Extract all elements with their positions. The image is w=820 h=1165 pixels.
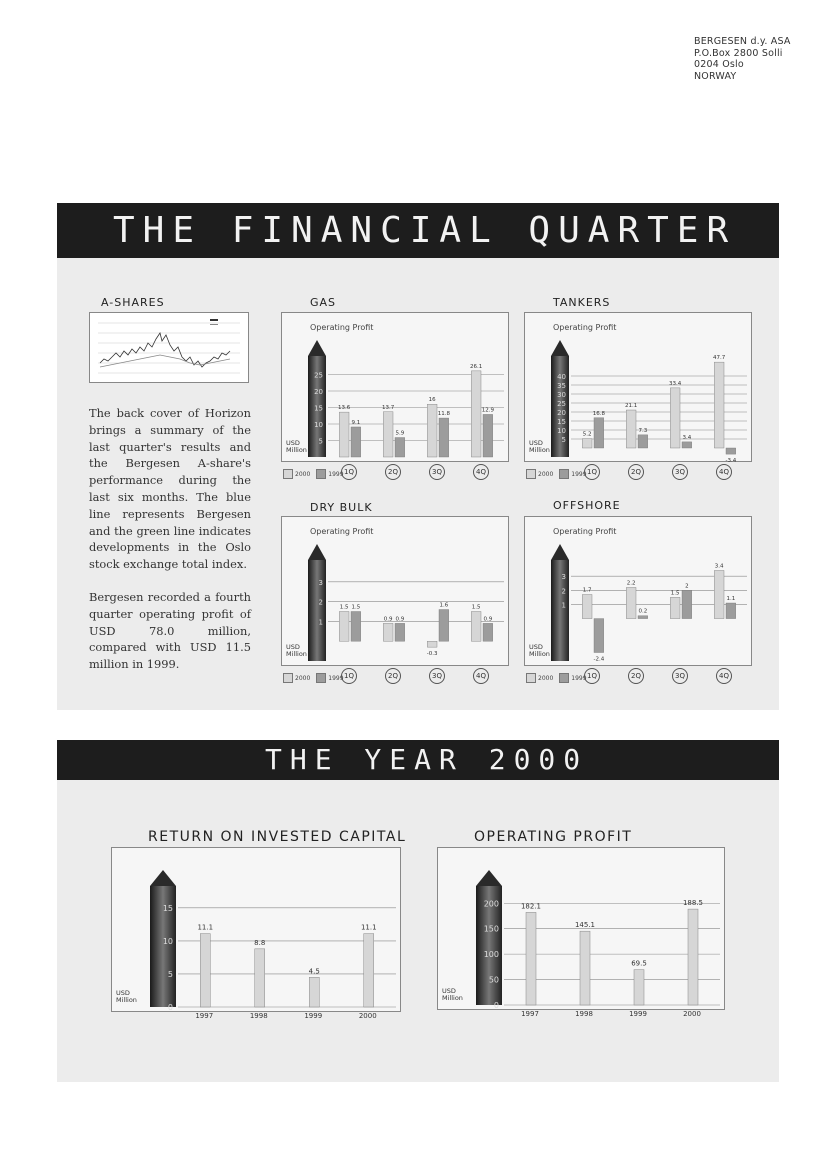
unit-label: Million — [529, 650, 550, 658]
legend-label: 2000 — [538, 674, 554, 682]
data-label: 16.8 — [592, 410, 605, 417]
legend-swatch — [559, 673, 569, 683]
unit-label: Million — [116, 996, 137, 1004]
company-address — [694, 36, 791, 82]
y-tick-label: 1 — [318, 618, 323, 627]
data-label: 26.1 — [470, 363, 483, 370]
quarter-label: 2Q — [628, 668, 644, 684]
offshore-svg — [525, 517, 751, 665]
y-tick-label: 40 — [557, 373, 566, 381]
bar — [483, 623, 493, 641]
bar — [726, 448, 736, 454]
quarter-label: 3Q — [429, 668, 445, 684]
bar — [582, 595, 592, 619]
roic-svg — [112, 848, 400, 1011]
roic-chart — [111, 847, 401, 1012]
data-label: 33.4 — [669, 380, 682, 387]
y-tick-label: 15 — [314, 404, 323, 413]
gas-legend — [283, 469, 350, 479]
quarter-label: 1Q — [341, 464, 357, 480]
unit-label: USD — [286, 643, 300, 651]
address-line: BERGESEN d.y. ASA — [694, 36, 791, 47]
y-tick-label: 35 — [557, 382, 566, 390]
y-tick-label: 100 — [483, 950, 499, 960]
quarter-label: 1Q — [341, 668, 357, 684]
quarter-label: 4Q — [473, 668, 489, 684]
opprofit-title: OPERATING PROFIT — [474, 829, 633, 845]
column-arrow-head — [308, 544, 326, 560]
operating-profit-label: Operating Profit — [553, 527, 617, 536]
drybulk-chart — [281, 516, 509, 666]
data-label: 3.4 — [714, 563, 724, 570]
bar — [471, 612, 481, 642]
bergesen-line — [100, 333, 230, 367]
operating-profit-label: Operating Profit — [553, 323, 617, 332]
unit-label: USD — [116, 989, 130, 997]
data-label: -0.3 — [426, 651, 438, 658]
bar — [688, 909, 698, 1005]
y-tick-label: 5 — [167, 969, 173, 979]
bar — [309, 977, 319, 1007]
quarter-label: 3Q — [672, 464, 688, 480]
bar — [339, 612, 349, 642]
y-tick-label: 5 — [318, 437, 323, 446]
bar — [200, 934, 210, 1007]
y-tick-label: 15 — [162, 903, 173, 913]
legend-swatch — [526, 469, 536, 479]
roic-title: RETURN ON INVESTED CAPITAL — [148, 829, 407, 845]
data-label: 9.1 — [351, 419, 361, 426]
bar — [383, 623, 393, 641]
legend-label: 1999 — [571, 470, 587, 478]
offshore-title: OFFSHORE — [553, 499, 621, 512]
data-label: 188.5 — [682, 899, 704, 908]
data-label: 4.5 — [308, 967, 320, 976]
quarter-label: 2Q — [628, 464, 644, 480]
opprofit-svg — [438, 848, 724, 1009]
legend-label: 2000 — [538, 470, 554, 478]
legend-label: 1999 — [571, 674, 587, 682]
y-tick-label: 0 — [493, 1001, 499, 1010]
y-tick-label: 20 — [314, 388, 323, 396]
y-tick-label: 50 — [488, 975, 499, 985]
offshore-chart — [524, 516, 752, 666]
column-arrow-body — [308, 560, 326, 661]
legend-label: 2000 — [295, 674, 311, 682]
gas-title: GAS — [310, 296, 337, 309]
bar — [439, 610, 449, 642]
y-tick-label: 0 — [167, 1003, 173, 1012]
y-tick-label: 3 — [561, 573, 566, 582]
bar — [682, 590, 692, 618]
x-tick-label: 1998 — [249, 1012, 268, 1020]
operating-profit-label: Operating Profit — [310, 527, 374, 536]
bar — [427, 641, 437, 647]
data-label: 11.1 — [360, 923, 377, 932]
bar — [255, 949, 265, 1007]
financial-quarter-banner: THE FINANCIAL QUARTER — [57, 203, 779, 258]
quarter-label: 1Q — [584, 464, 600, 480]
column-arrow-head — [551, 544, 569, 560]
y-tick-label: 25 — [314, 371, 323, 380]
column-arrow-head — [476, 870, 502, 886]
unit-label: USD — [529, 643, 543, 651]
data-label: 5.9 — [395, 430, 405, 437]
tankers-title: TANKERS — [553, 296, 611, 309]
bar — [670, 597, 680, 618]
data-label: 1.5 — [670, 590, 680, 597]
data-label: 2.2 — [626, 580, 636, 587]
data-label: 1.1 — [726, 596, 736, 603]
legend-label: 1999 — [328, 674, 344, 682]
y-tick-label: 10 — [557, 427, 566, 435]
y-tick-label: 30 — [557, 391, 566, 399]
bar — [351, 612, 361, 642]
ashares-title: A-SHARES — [101, 296, 165, 309]
legend-swatch — [559, 469, 569, 479]
y-tick-label: 10 — [314, 421, 323, 429]
ashares-line-chart — [90, 313, 248, 382]
column-arrow-head — [551, 340, 569, 356]
bar — [638, 435, 648, 448]
quarter-label: 3Q — [429, 464, 445, 480]
unit-label: Million — [529, 446, 550, 454]
bar — [526, 912, 536, 1005]
bar — [483, 414, 493, 457]
y-tick-label: 20 — [557, 409, 566, 417]
legend-swatch — [283, 673, 293, 683]
tankers-svg — [525, 313, 751, 465]
column-arrow-head — [308, 340, 326, 356]
data-label: 21.1 — [625, 403, 638, 410]
data-label: 13.6 — [338, 405, 351, 412]
x-tick-label: 2000 — [358, 1012, 377, 1020]
data-label: 3.4 — [682, 434, 692, 441]
offshore-legend — [526, 673, 593, 683]
quarter-label: 4Q — [716, 464, 732, 480]
data-label: 1.6 — [439, 602, 449, 609]
data-label: 47.7 — [713, 355, 726, 362]
legend-swatch — [283, 469, 293, 479]
data-label: 5.2 — [582, 431, 592, 438]
data-label: 0.9 — [395, 616, 405, 623]
quarter-label: 4Q — [716, 668, 732, 684]
drybulk-legend — [283, 673, 350, 683]
column-arrow-body — [551, 560, 569, 661]
y-tick-label: 5 — [561, 436, 566, 444]
quarter-label: 2Q — [385, 668, 401, 684]
operating-profit-label: Operating Profit — [310, 323, 374, 332]
y-tick-label: 150 — [483, 924, 499, 934]
y-tick-label: 15 — [557, 418, 566, 426]
bar — [364, 934, 374, 1007]
bar — [395, 623, 405, 641]
bar — [638, 616, 648, 619]
tankers-chart — [524, 312, 752, 465]
quarter-label: 3Q — [672, 668, 688, 684]
y-tick-label: 2 — [318, 598, 323, 607]
drybulk-svg — [282, 517, 508, 665]
unit-label: Million — [286, 650, 307, 658]
intro-paragraph-1: The back cover of Horizon brings a summary of the last quarter's results and the Bergesen A-share's performance during the last six months. The blue line represents Bergesen and the green line indicates developments in the Oslo stock exchange total index. — [89, 406, 251, 572]
bar — [427, 404, 437, 457]
legend-label: 1999 — [328, 470, 344, 478]
data-label: 11.8 — [437, 411, 450, 418]
bar — [594, 619, 604, 653]
opprofit-chart — [437, 847, 725, 1010]
data-label: 0.9 — [383, 616, 393, 623]
data-label: 13.7 — [382, 404, 395, 411]
data-label: 1.5 — [471, 604, 481, 611]
data-label: 2 — [685, 583, 689, 590]
y-tick-label: 10 — [162, 936, 173, 946]
year-2000-banner: THE YEAR 2000 — [57, 740, 779, 780]
bar — [383, 412, 393, 457]
unit-label: Million — [286, 446, 307, 454]
data-label: 0.9 — [483, 616, 493, 623]
data-label: 0.2 — [638, 608, 648, 615]
column-arrow-head — [150, 870, 176, 886]
bar — [471, 371, 481, 457]
quarter-label: 1Q — [584, 668, 600, 684]
data-label: 8.8 — [254, 938, 266, 947]
y-tick-label: 25 — [557, 400, 566, 408]
bar — [634, 970, 644, 1005]
quarter-label: 2Q — [385, 464, 401, 480]
x-tick-label: 1999 — [629, 1010, 647, 1018]
data-label: 1.5 — [351, 604, 361, 611]
y-tick-label: 2 — [561, 587, 566, 596]
address-line: NORWAY — [694, 70, 737, 82]
legend-swatch — [526, 673, 536, 683]
intro-paragraph-2: Bergesen recorded a fourth quarter operating profit of USD 78.0 million, compared with USD 11.5 million in 1999. — [89, 589, 251, 672]
gas-svg — [282, 313, 508, 461]
data-label: 12.9 — [481, 407, 494, 414]
data-label: 1.7 — [582, 587, 592, 594]
data-label: 7.3 — [638, 427, 648, 434]
ashares-chart — [89, 312, 249, 383]
gas-chart — [281, 312, 509, 462]
data-label: -3.4 — [725, 458, 737, 465]
address-line: 0204 Oslo — [694, 59, 744, 70]
quarter-label: 4Q — [473, 464, 489, 480]
intro-text — [89, 405, 251, 689]
y-tick-label: 1 — [561, 601, 566, 610]
data-label: 11.1 — [197, 923, 214, 932]
y-tick-label: 200 — [483, 899, 499, 909]
bar — [626, 587, 636, 618]
bar — [339, 412, 349, 457]
data-label: 1.5 — [339, 604, 349, 611]
bar — [726, 603, 736, 619]
legend-swatch — [316, 469, 326, 479]
address-line: P.O.Box 2800 Solli — [694, 47, 783, 59]
unit-label: USD — [529, 439, 543, 447]
y-tick-label: 3 — [318, 578, 323, 587]
data-label: 16 — [428, 397, 436, 404]
x-tick-label: 2000 — [683, 1010, 701, 1018]
bar — [714, 362, 724, 448]
data-label: -2.4 — [593, 656, 605, 663]
legend-label: 2000 — [295, 470, 311, 478]
bar — [594, 418, 604, 448]
data-label: 69.5 — [631, 959, 647, 968]
bar — [582, 439, 592, 448]
legend-swatch — [316, 673, 326, 683]
x-tick-label: 1997 — [195, 1012, 214, 1020]
unit-label: USD — [442, 987, 456, 995]
bar — [682, 442, 692, 448]
tankers-legend — [526, 469, 593, 479]
bar — [580, 931, 590, 1005]
x-tick-label: 1999 — [304, 1012, 323, 1020]
x-tick-label: 1998 — [575, 1010, 593, 1018]
drybulk-title: DRY BULK — [310, 501, 373, 514]
data-label: 145.1 — [574, 921, 596, 930]
bar — [395, 438, 405, 457]
bar — [714, 570, 724, 618]
data-label: 182.1 — [520, 902, 542, 911]
x-tick-label: 1997 — [521, 1010, 539, 1018]
bar — [351, 427, 361, 457]
bar — [626, 410, 636, 448]
bar — [439, 418, 449, 457]
bar — [670, 388, 680, 448]
unit-label: Million — [442, 994, 463, 1002]
unit-label: USD — [286, 439, 300, 447]
